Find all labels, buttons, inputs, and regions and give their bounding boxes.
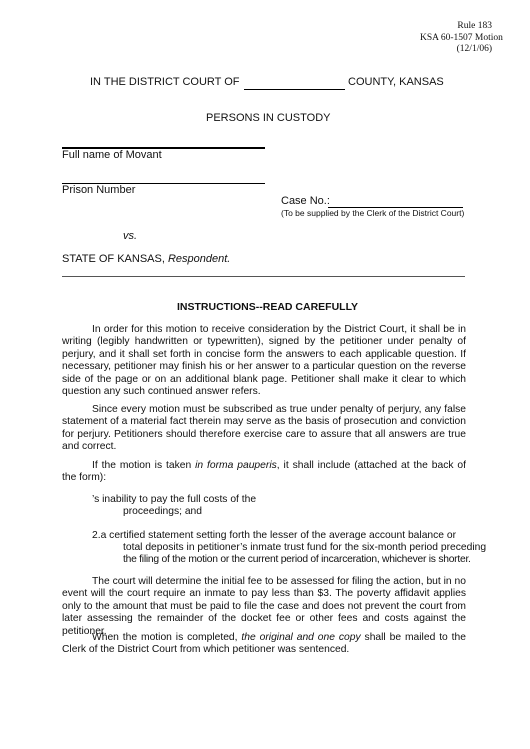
list-item-1-line-1: ’s inability to pay the full costs of the xyxy=(92,494,257,505)
instructions-paragraph-2: Since every motion must be subscribed as true under penalty of perjury, any false statement of a material fact therein may serve as the basis of prosecution and conviction for perjury. Petitioners should therefore exercise care to assure that all answers are true and correct. xyxy=(62,404,466,453)
instructions-paragraph-5 xyxy=(62,632,466,657)
case-number-note: (To be supplied by the Clerk of the District Court) xyxy=(281,208,465,218)
respondent-state: STATE OF KANSAS, xyxy=(62,253,165,265)
instructions-paragraph-4: The court will determine the initial fee to be assessed for filing the action, but in no event will the court require an inmate to pay less than $3. The poverty affidavit applies only to the amount that must be paid to file the case and does not prevent the court from later assessing the remainder of the docket fee or other fees and costs against the petitioner. xyxy=(62,576,466,637)
para5-end: shall be mailed to the Clerk of the District Court from which petitioner was sentenced. xyxy=(62,632,466,656)
rule-number: Rule 183 xyxy=(457,21,492,31)
revision-date: (12/1/06) xyxy=(456,44,492,54)
versus-label: vs. xyxy=(123,230,138,242)
list-item-2-line-2: total deposits in petitioner’s inmate trust fund for the six-month period preceding xyxy=(123,542,487,553)
para3-end: , it shall include (attached at the back of the form): xyxy=(62,460,466,484)
list-item-2-line-1: 2.a certified statement setting forth the lesser of the average account balance or xyxy=(92,530,457,541)
court-line-suffix: COUNTY, KANSAS xyxy=(348,76,444,88)
respondent-role: Respondent. xyxy=(167,253,231,265)
list-item-1-line-2: proceedings; and xyxy=(123,506,203,517)
respondent-line xyxy=(62,253,230,265)
statute-reference: KSA 60-1507 Motion xyxy=(420,32,503,43)
rule-header xyxy=(420,21,503,56)
county-blank[interactable] xyxy=(244,89,345,90)
court-line-prefix: IN THE DISTRICT COURT OF xyxy=(90,76,240,88)
para5-start: When the motion is completed, xyxy=(92,632,238,643)
instructions-heading: INSTRUCTIONS--READ CAREFULLY xyxy=(177,301,359,313)
page-subtitle: PERSONS IN CUSTODY xyxy=(206,112,331,124)
case-number-label: Case No.: xyxy=(281,195,330,207)
para5-italic: the original and one copy xyxy=(241,632,361,643)
prison-number-label: Prison Number xyxy=(62,184,136,196)
instructions-paragraph-3 xyxy=(62,460,466,485)
instructions-paragraph-1: In order for this motion to receive consideration by the District Court, it shall be in writing (legibly handwritten or typewritten), signed by the petitioner under penalty of perjury, and it shall set forth in concise form the answers to each applicable question. If necessary, petitioner may finish his or her answer to a particular question on the reverse side of the page or on an additional blank page. Petitioner shall make it clear to which question any such continued answer refers. xyxy=(62,324,466,398)
para3-italic: in forma pauperis xyxy=(195,460,277,471)
para3-start: If the motion is taken xyxy=(92,460,192,471)
movant-name-label: Full name of Movant xyxy=(62,149,162,161)
caption-divider xyxy=(62,276,465,277)
list-item-2-line-3: the filing of the motion or the current period of incarceration, whichever is shorter. xyxy=(123,554,471,565)
